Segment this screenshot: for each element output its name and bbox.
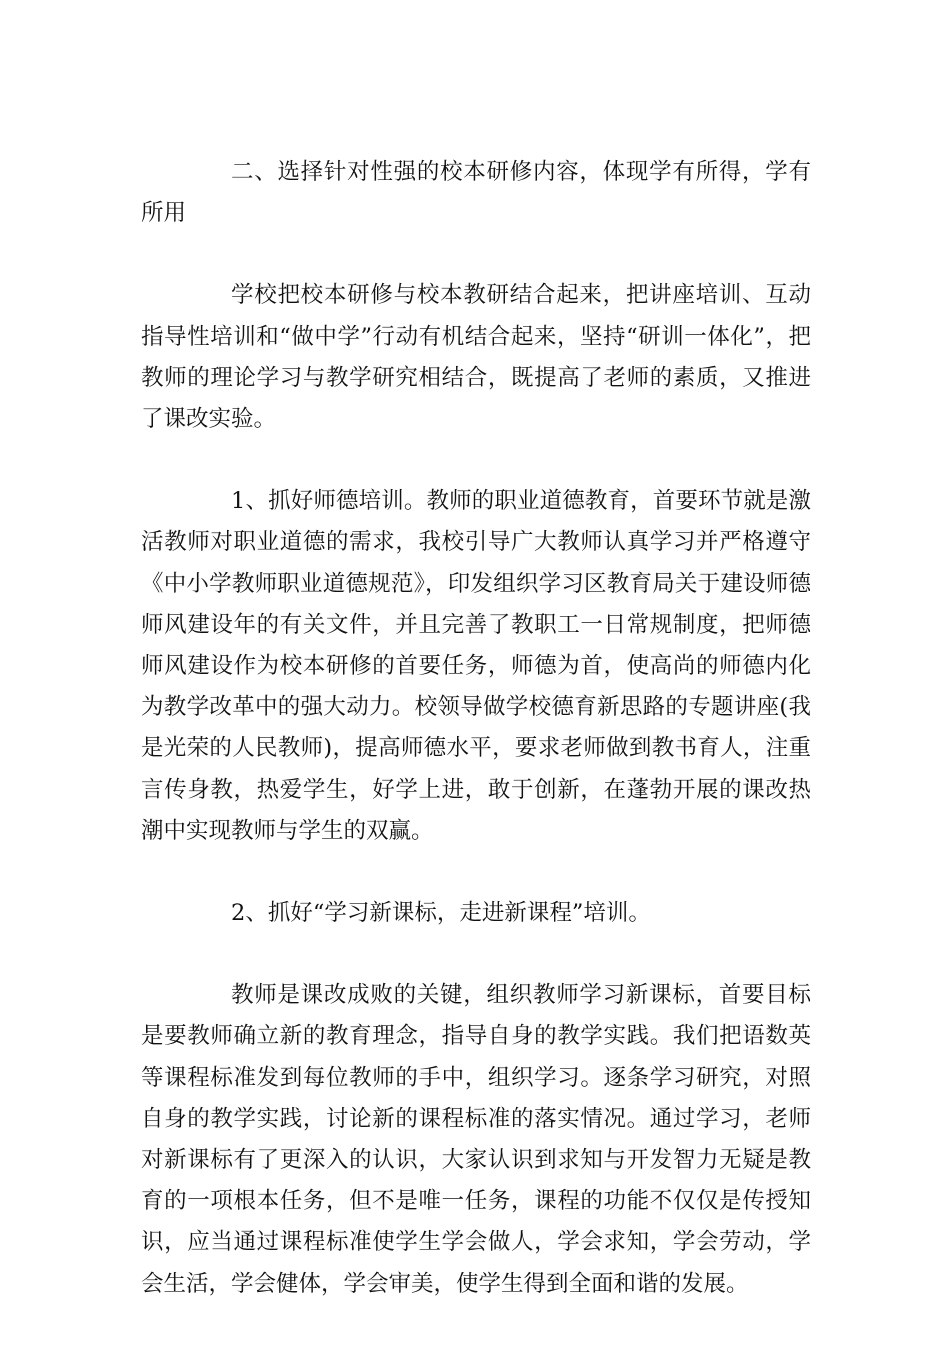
body-paragraph: 1、抓好师德培训。教师的职业道德教育，首要环节就是激活教师对职业道德的需求，我校引导广大教师认真学习并严格遵守《中小学教师职业道德规范》，印发组织学习区教育局关于建设师德师风建设年的有关文件，并且完善了教职工一日常规制度，把师德师风建设作为校本研修的首要任务，师德为首，使高尚的师德内化为教学改革中的强大动力。校领导做学校德育新思路的专题讲座(我是光荣的人民教师)，提高师德水平，要求老师做到教书育人，注重言传身教，热爱学生，好学上进，敢于创新，在蓬勃开展的课改热潮中实现教师与学生的双赢。 [141,488,811,844]
subsection-heading: 2、抓好“学习新课标，走进新课程”培训。 [231,900,651,927]
section-heading: 二、选择针对性强的校本研修内容，体现学有所得，学有所用 [141,159,811,227]
body-paragraph: 教师是课改成败的关键，组织教师学习新课标，首要目标是要教师确立新的教育理念，指导自身的教学实践。我们把语数英等课程标准发到每位教师的手中，组织学习。逐条学习研究，对照自身的教学实践，讨论新的课程标准的落实情况。通过学习，老师对新课标有了更深入的认识，大家认识到求知与开发智力无疑是教育的一项根本任务，但不是唯一任务，课程的功能不仅仅是传授知识，应当通过课程标准使学生学会做人，学会求知，学会劳动，学会生活，学会健体，学会审美，使学生得到全面和谐的发展。 [141,982,811,1297]
body-paragraph: 学校把校本研修与校本教研结合起来，把讲座培训、互动指导性培训和“做中学”行动有机结合起来，坚持“研训一体化”，把教师的理论学习与教学研究相结合，既提高了老师的素质，又推进了课改实验。 [141,282,811,433]
document-body [141,152,811,1346]
